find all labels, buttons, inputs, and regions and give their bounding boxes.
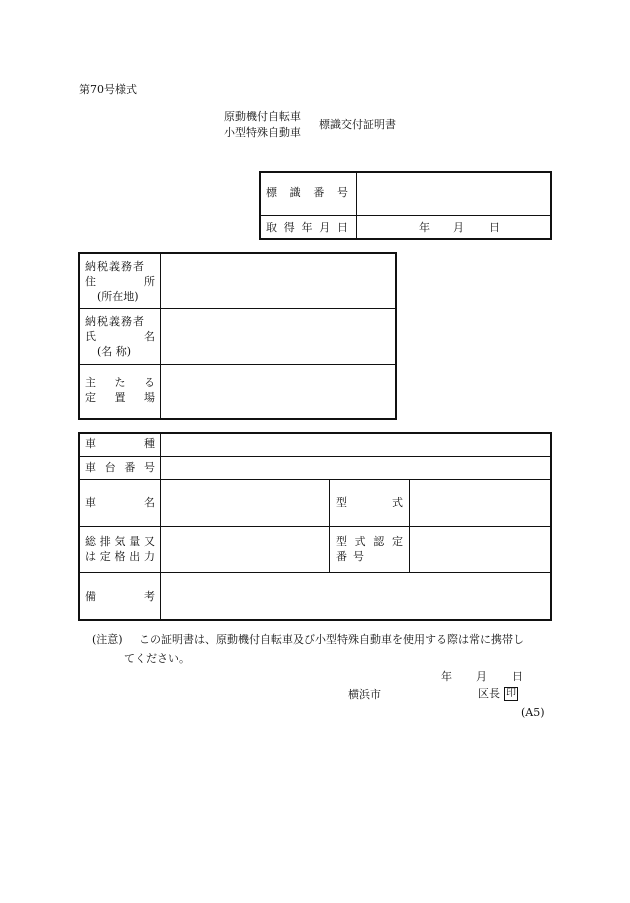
footer-day: 日 — [512, 670, 523, 683]
title-main: 標識交付証明書 — [319, 118, 396, 131]
displacement-label-1: 総 排 気 量 又 — [85, 535, 155, 548]
footer-month: 月 — [476, 670, 487, 683]
taxpayer-address-label-2: 住 所 — [85, 275, 155, 288]
vehicle-type-label: 車 種 — [85, 437, 155, 450]
title-vehicle-line2: 小型特殊自動車 — [224, 126, 301, 139]
certification-label-2: 番号 — [336, 550, 370, 563]
acquired-year-label: 年 — [419, 221, 430, 234]
certification-field[interactable] — [410, 527, 551, 572]
storage-place-label-2: 定 置 場 — [85, 391, 155, 404]
certification-label — [336, 534, 403, 564]
note-line2: てください。 — [124, 652, 190, 665]
remarks-label: 備 考 — [85, 590, 155, 603]
note-line1: この証明書は、原動機付自転車及び小型特殊自動車を使用する際は常に携帯し — [139, 633, 524, 646]
taxpayer-name-label-3: (名 称) — [97, 345, 132, 358]
acquired-date-field[interactable] — [357, 216, 550, 238]
footer-city: 横浜市 — [348, 688, 381, 701]
taxpayer-address-field[interactable] — [161, 253, 396, 308]
vehicle-name-field[interactable] — [161, 480, 329, 526]
taxpayer-name-label-2: 氏 名 — [85, 330, 155, 343]
form-number: 第70号様式 — [79, 83, 137, 96]
plate-number-field[interactable] — [357, 172, 550, 214]
displacement-field[interactable] — [161, 527, 329, 572]
taxpayer-name-label — [85, 314, 155, 359]
title-vehicle-line1: 原動機付自転車 — [224, 110, 301, 123]
vehicle-name-label: 車 名 — [85, 496, 155, 509]
storage-place-label — [85, 375, 155, 405]
acquired-month-label: 月 — [453, 221, 464, 234]
acquired-day-label: 日 — [489, 221, 500, 234]
plate-number-label: 標 識 番 号 — [266, 186, 348, 199]
ward-head-label: 区長 — [478, 687, 500, 700]
displacement-label-2: は 定 格 出 力 — [85, 550, 155, 563]
taxpayer-name-label-1: 納税義務者 — [85, 315, 145, 328]
chassis-number-label: 車 台 番 号 — [85, 461, 155, 474]
footer-year: 年 — [441, 670, 452, 683]
vehicle-type-field[interactable] — [161, 433, 551, 456]
taxpayer-address-label-3: (所在地) — [97, 290, 139, 303]
chassis-number-field[interactable] — [161, 457, 551, 479]
footer-ward-head — [478, 685, 518, 701]
storage-place-field[interactable] — [161, 365, 396, 419]
certification-label-1: 型 式 認 定 — [336, 535, 403, 548]
taxpayer-address-label — [85, 259, 155, 304]
storage-place-label-1: 主 た る — [85, 376, 155, 389]
taxpayer-address-label-1: 納税義務者 — [85, 260, 145, 273]
taxpayer-name-field[interactable] — [161, 309, 396, 364]
acquired-date-label: 取 得 年 月 日 — [266, 221, 348, 234]
model-label: 型 式 — [336, 496, 403, 509]
remarks-field[interactable] — [161, 573, 551, 620]
seal-mark: 印 — [506, 688, 516, 699]
paper-size: (A5) — [521, 706, 545, 719]
note-prefix: (注意) — [92, 633, 123, 646]
displacement-label — [85, 534, 155, 564]
model-field[interactable] — [410, 480, 551, 526]
